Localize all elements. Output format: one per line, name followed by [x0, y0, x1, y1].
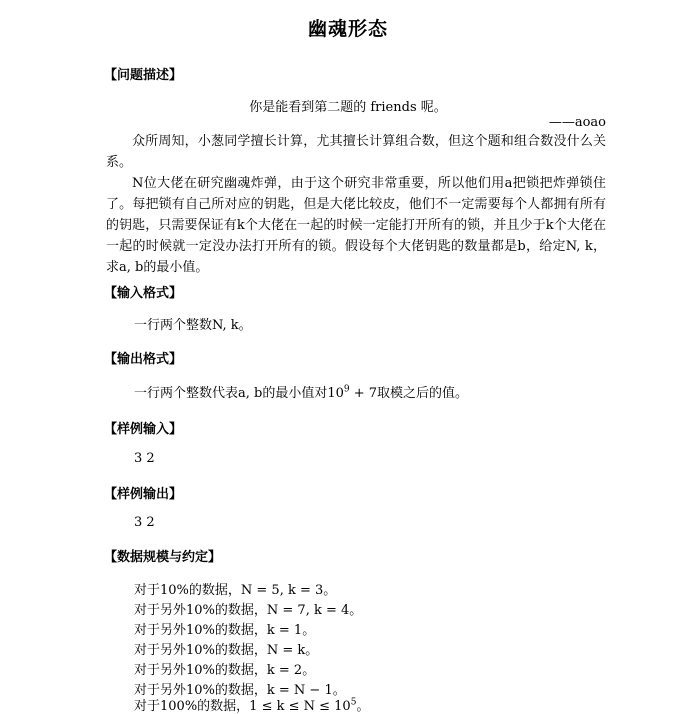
- section-heading-input: 【输入格式】: [104, 286, 183, 301]
- section-heading-sample-output: 【样例输出】: [104, 487, 183, 502]
- constraint-line: 对于另外10%的数据，N = k。: [134, 643, 319, 658]
- constraint-line: 对于另外10%的数据，N = 7, k = 4。: [134, 603, 363, 618]
- quote-text: 你是能看到第二题的 friends 呢。: [249, 100, 447, 115]
- last-constraint-before: 对于100%的数据，1 ≤ k ≤ N ≤ 10: [134, 699, 351, 714]
- constraint-line: 对于另外10%的数据，k = 2。: [134, 663, 316, 678]
- sample-output-value: 3 2: [134, 515, 155, 530]
- constraint-line: 对于10%的数据，N = 5, k = 3。: [134, 583, 337, 598]
- problem-description: [106, 131, 606, 278]
- output-format-text: [134, 382, 468, 401]
- quote-author: ——aoao: [548, 115, 606, 130]
- section-heading-output: 【输出格式】: [104, 352, 183, 367]
- sample-input-value: 3 2: [134, 451, 155, 466]
- last-constraint-after: 。: [356, 699, 370, 714]
- section-heading-problem: 【问题描述】: [104, 68, 183, 83]
- input-format-text: 一行两个整数N, k。: [134, 318, 252, 333]
- constraint-line: 对于另外10%的数据，k = N − 1。: [134, 683, 346, 698]
- output-text-exponent: 9: [343, 384, 350, 395]
- constraint-line-last: [134, 695, 369, 714]
- page-title: 幽魂形态: [307, 18, 388, 40]
- section-heading-constraints: 【数据规模与约定】: [104, 550, 222, 565]
- last-constraint-exponent: 5: [350, 697, 357, 708]
- output-text-before: 一行两个整数代表a, b的最小值对10: [134, 386, 344, 401]
- constraint-line: 对于另外10%的数据，k = 1。: [134, 623, 316, 638]
- section-heading-sample-input: 【样例输入】: [104, 422, 183, 437]
- problem-paragraph-1: 众所周知，小葱同学擅长计算，尤其擅长计算组合数，但这个题和组合数没什么关系。: [106, 134, 606, 170]
- problem-paragraph-2: N位大佬在研究幽魂炸弹，由于这个研究非常重要，所以他们用a把锁把炸弹锁住了。每把锁有自己所对应的钥匙，但是大佬比较皮，他们不一定需要每个人都拥有所有的钥匙，只需要保证有k个大佬在一起的时候一定能打开所有的锁，并且少于k个大佬在一起的时候就一定没办法打开所有的锁。假设每个大佬钥匙的数量都是b，给定N, k，求a, b的最小值。: [106, 176, 606, 275]
- output-text-after: + 7取模之后的值。: [349, 386, 469, 401]
